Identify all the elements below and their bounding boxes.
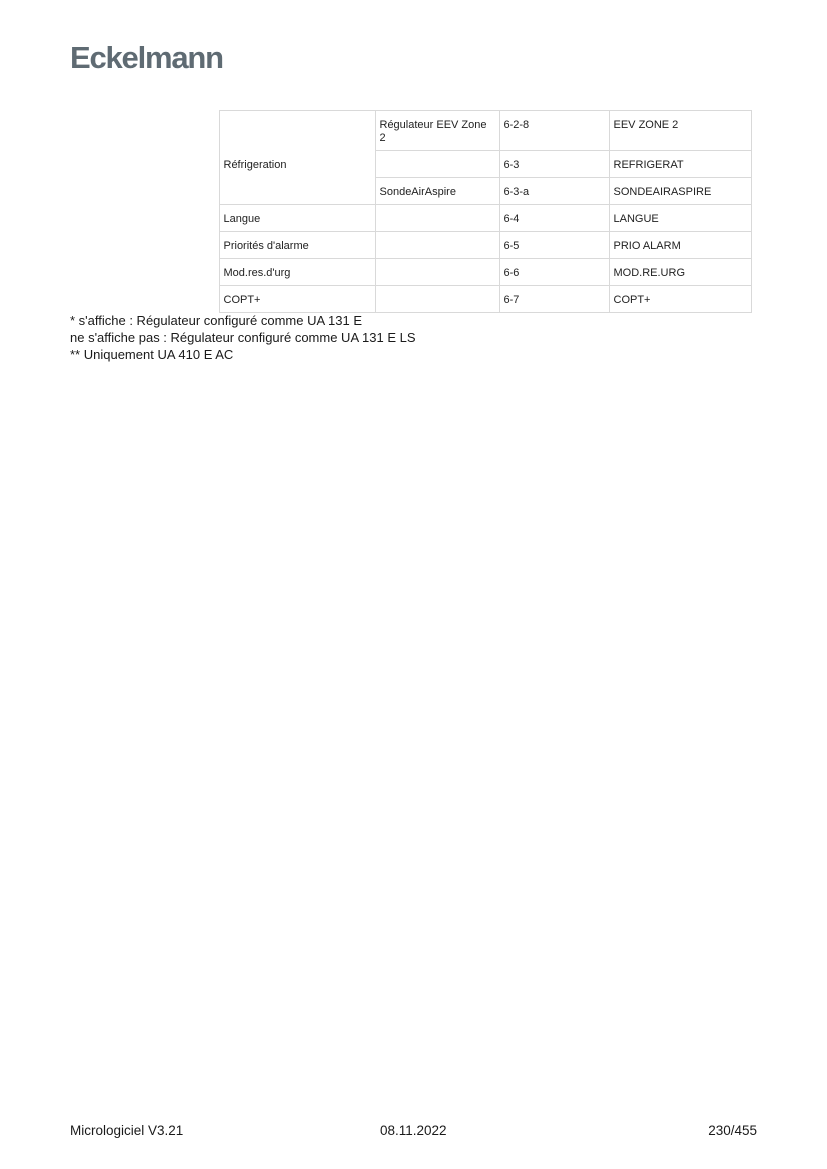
document-date: 08.11.2022 [380, 1123, 447, 1138]
eckelmann-logo: Eckelmann [70, 40, 223, 75]
code-cell: 6-2-8 [499, 111, 609, 151]
menu-cell [219, 178, 375, 205]
indent-cell [70, 111, 219, 313]
menu-cell [219, 111, 375, 151]
submenu-cell [375, 286, 499, 313]
menu-cell: Réfrigeration [219, 151, 375, 178]
code-cell: 6-4 [499, 205, 609, 232]
menu-cell: Langue [219, 205, 375, 232]
submenu-cell [375, 151, 499, 178]
display-cell: EEV ZONE 2 [609, 111, 751, 151]
display-cell: MOD.RE.URG [609, 259, 751, 286]
menu-cell: COPT+ [219, 286, 375, 313]
footnote-not-displayed: ne s'affiche pas : Régulateur configuré comme UA 131 E LS [70, 330, 416, 345]
footnote-ua410: ** Uniquement UA 410 E AC [70, 347, 234, 362]
display-cell: LANGUE [609, 205, 751, 232]
code-cell: 6-3-a [499, 178, 609, 205]
code-cell: 6-5 [499, 232, 609, 259]
display-cell: REFRIGERAT [609, 151, 751, 178]
display-cell: COPT+ [609, 286, 751, 313]
submenu-cell [375, 259, 499, 286]
footnote-displayed: * s'affiche : Régulateur configuré comme UA 131 E [70, 313, 363, 328]
page-number: 230/455 [708, 1123, 757, 1138]
display-cell: SONDEAIRASPIRE [609, 178, 751, 205]
submenu-cell: Régulateur EEV Zone 2 [375, 111, 499, 151]
code-cell: 6-3 [499, 151, 609, 178]
submenu-cell: SondeAirAspire [375, 178, 499, 205]
code-cell: 6-6 [499, 259, 609, 286]
submenu-cell [375, 205, 499, 232]
code-cell: 6-7 [499, 286, 609, 313]
menu-structure-table [70, 110, 752, 313]
menu-cell: Mod.res.d'urg [219, 259, 375, 286]
firmware-version: Micrologiciel V3.21 [70, 1123, 184, 1138]
table-row [70, 111, 751, 151]
display-cell: PRIO ALARM [609, 232, 751, 259]
footnotes [70, 312, 416, 363]
menu-cell: Priorités d'alarme [219, 232, 375, 259]
submenu-cell [375, 232, 499, 259]
